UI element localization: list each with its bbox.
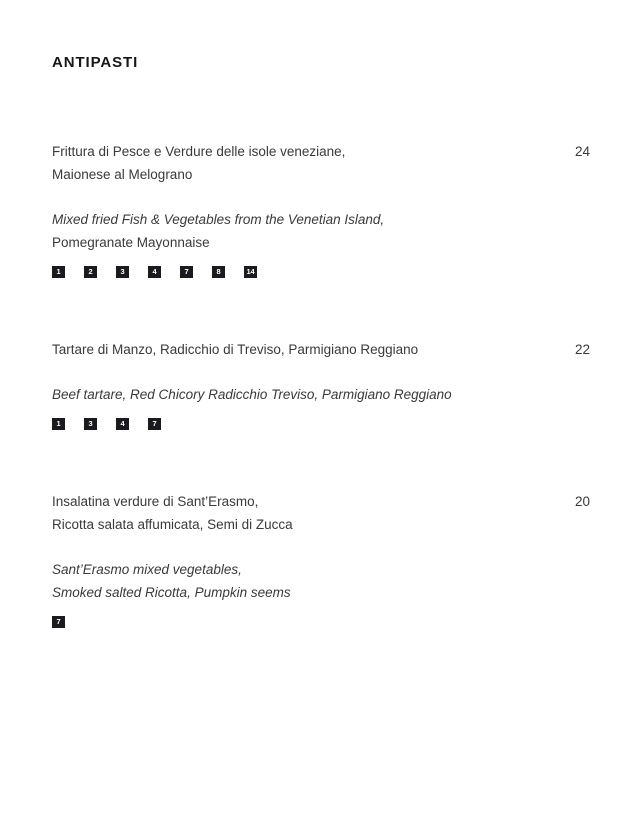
allergen-list [52,418,590,430]
allergen-badge: 7 [148,418,161,430]
allergen-badge: 8 [212,266,225,278]
menu-item-name [52,490,548,536]
menu-item [52,338,590,430]
allergen-list [52,266,590,278]
menu-item-name-line: Tartare di Manzo, Radicchio di Treviso, Parmigiano Reggiano [52,342,419,357]
menu-item-header [52,490,590,536]
allergen-badge: 2 [84,266,97,278]
allergen-badge: 7 [52,616,65,628]
menu-item-price: 22 [574,342,590,357]
allergen-list [52,616,590,628]
menu-item-description [52,383,590,406]
menu-item-header [52,338,590,361]
menu-item-description-line: Pomegranate Mayonnaise [52,235,210,250]
menu-item-description [52,208,590,254]
menu-item-name [52,140,548,186]
menu-item-name [52,338,548,361]
page-title: ANTIPASTI [52,54,139,71]
allergen-badge: 1 [52,418,65,430]
menu-item-price: 20 [574,494,590,509]
menu-item-description [52,558,590,604]
menu-item-name-line: Insalatina verdure di Sant’Erasmo, [52,494,259,509]
allergen-badge: 7 [180,266,193,278]
allergen-badge: 3 [84,418,97,430]
menu-item [52,140,590,278]
menu-item-description-line: Mixed fried Fish & Vegetables from the Venetian Island, [52,212,385,227]
menu-item-list [52,140,590,628]
allergen-badge: 4 [116,418,129,430]
menu-item-description-line: Sant’Erasmo mixed vegetables, [52,562,242,577]
menu-item-description-line: Smoked salted Ricotta, Pumpkin seems [52,585,291,600]
menu-item-name-line: Frittura di Pesce e Verdure delle isole veneziane, [52,144,346,159]
menu-item-header [52,140,590,186]
menu-item-description-line: Beef tartare, Red Chicory Radicchio Treviso, Parmigiano Reggiano [52,387,452,402]
allergen-badge: 1 [52,266,65,278]
menu-item-name-line: Maionese al Melograno [52,167,193,182]
allergen-badge: 3 [116,266,129,278]
menu-item-name-line: Ricotta salata affumicata, Semi di Zucca [52,517,293,532]
allergen-badge: 4 [148,266,161,278]
allergen-badge: 14 [244,266,257,278]
menu-item-price: 24 [574,144,590,159]
menu-item [52,490,590,628]
